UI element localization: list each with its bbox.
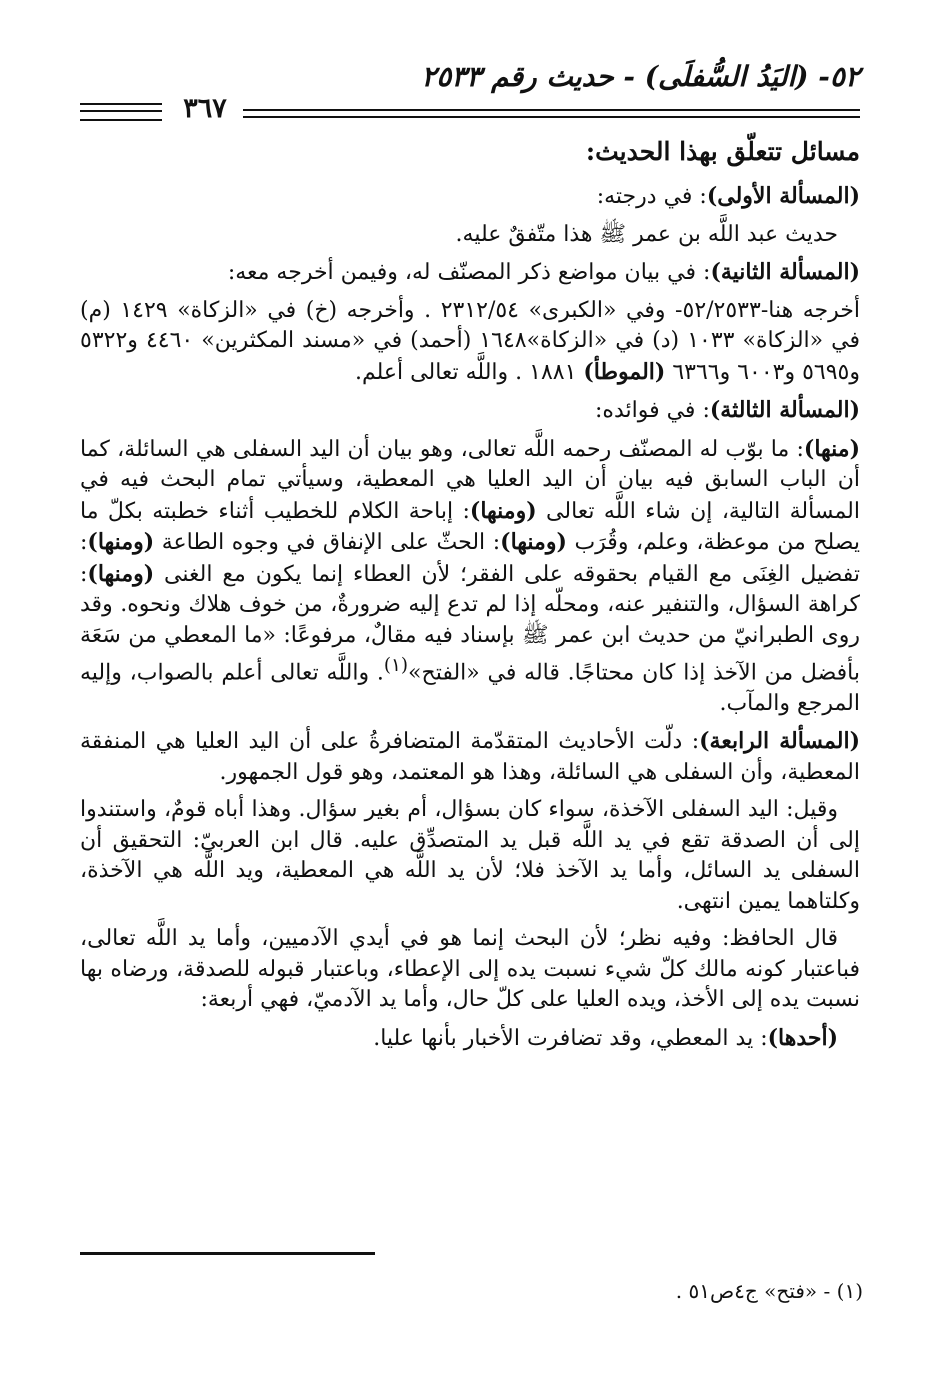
- fourth-issue-label: (المسألة الرابعة): [699, 728, 861, 755]
- paragraph-hafiz-comment: قال الحافظ: وفيه نظر؛ لأن البحث إنما هو في أيدي الآدميين، وأما يد اللَّه تعالى، فباعتبار كونه مالك كلّ شيء نسبت يده إلى الإعطاء، وباعتبار قبوله للصدقة، ورضاه بها نسبت يده إلى الأخذ، ويده العليا على كلّ حال، وأما يد الآدميّ، فهي أربعة:: [80, 926, 860, 1013]
- first-issue-text: : في درجته:: [596, 184, 707, 209]
- fourth-issue-text: : دلّت الأحاديث المتقدّمة المتضافرةُ على أن اليد العليا هي المنفقة المعطية، وأن السفلى هي السائلة، وهذا هو المعتمد، وهو قول الجمهور.: [80, 729, 860, 785]
- benefit-text: : تفضيل الغِنَى مع القيام بحقوقه على الفقر؛ لأن العطاء إنما يكون مع الغنى: [80, 530, 860, 587]
- second-issue-text: : في بيان مواضع ذكر المصنّف له، وفيمن أخرجه معه:: [227, 260, 711, 285]
- benefit-text: : إباحة الكلام للخطيب أثناء خطبته بكلّ ما يصلح من موعظة، وعلم، وقُرَب: [80, 498, 860, 555]
- paragraph-third-issue: [80, 395, 860, 427]
- footnote-reference[interactable]: (١): [383, 655, 409, 676]
- section-title: مسائل تتعلّق بهذا الحديث:: [585, 137, 860, 166]
- paragraph-first-kind: [80, 1023, 860, 1055]
- first-kind-text: : يد المعطي، وقد تضافرت الأخبار بأنها عليا.: [373, 1025, 768, 1051]
- takhrij-text-2: ١٨٨١ . واللَّه تعالى أعلم.: [355, 359, 584, 385]
- second-issue-label: (المسألة الثانية): [710, 259, 860, 285]
- header-rule-left: [80, 103, 162, 121]
- third-issue-text: : في فوائده:: [595, 398, 710, 423]
- benefit-label: (ومنها): [87, 529, 155, 555]
- main-text: [80, 135, 860, 1235]
- page-number: ٣٦٧: [183, 93, 227, 124]
- takhrij-muwatta-label: (الموطأ): [583, 358, 666, 385]
- benefit-label: (ومنها): [87, 560, 155, 587]
- benefit-label: (ومنها): [469, 497, 537, 524]
- footnote: (١) - «فتح» ج٤ص٥١ .: [675, 1279, 863, 1303]
- benefit-text: . واللَّه تعالى أعلم بالصواب، وإليه المرجع والمآب.: [80, 660, 860, 716]
- paragraph-second-issue: [80, 257, 860, 289]
- third-issue-label: (المسألة الثالثة): [709, 397, 860, 423]
- benefit-text: : ما بوّب له المصنّف رحمه اللَّه تعالى، وهو بيان أن اليد السفلى هي السائلة، كما أن الباب السابق فيه بيان أن اليد العليا هي المعطية، وسيأتي تمام البحث فيه في المسألة التالية، إن شاء اللَّه تعالى: [80, 436, 860, 524]
- first-kind-label: (أحدها): [767, 1024, 838, 1051]
- benefit-text: : الحثّ على الإنفاق في وجوه الطاعة: [154, 530, 501, 555]
- header-rule-right: [243, 109, 860, 111]
- benefit-label: (ومنها): [500, 529, 567, 555]
- benefit-text: : كراهة السؤال، والتنفير عنه، ومحلّه إذا لم تدع إليه ضرورةٌ، من خوف هلاك ونحوه. وقد روى الطبرانيّ من حديث ابن عمر ﷺ بإسناد فيه مقالٌ، مرفوعًا: «ما المعطي من سَعَة بأفضل من الآخذ إذا كان محتاجًا. قاله في «الفتح»: [80, 561, 860, 686]
- paragraph-takhrij: [80, 296, 860, 389]
- paragraph-other-opinion: وقيل: اليد السفلى الآخذة، سواء كان بسؤال، أم بغير سؤال. وهذا أباه قومٌ، واستندوا إلى أن الصدقة تقع في يد اللَّه قبل يد المتصدِّق عليه. قال ابن العربيّ: التحقيق أن السفلى يد السائل، وأما يد الآخذ فلا؛ لأن يد اللَّه هي المعطية، ويد اللَّه هي الآخذة، وكلتاهما يمين انتهى.: [80, 797, 860, 914]
- benefit-label: (منها): [803, 435, 860, 462]
- footnote-separator: [80, 1252, 375, 1255]
- page-header: [80, 60, 860, 130]
- paragraph-benefits: [80, 434, 860, 720]
- paragraph-first-issue: [80, 181, 860, 213]
- takhrij-text-1: أخرجه هنا-٥٢/٢٥٣٣- وفي «الكبرى» ٢٣١٢/٥٤ . وأخرجه (خ) في «الزكاة» ١٤٢٩ (م) في «الزكاة» ١٠٣٣ (د) في «الزكاة»١٦٤٨ (أحمد) في «مسند المكثرين» ٤٤٦٠ و٥٣٢٢ و٥٦٩٥ و٦٠٠٣ و٦٣٦٦: [80, 297, 861, 385]
- first-issue-label: (المسألة الأولى): [706, 183, 860, 209]
- paragraph-fourth-issue: [80, 726, 860, 788]
- paragraph-hadith-grade: حديث عبد اللَّه بن عمر ﷺ هذا متّفقٌ عليه.: [455, 221, 838, 247]
- running-title: ٥٢- (اليَدُ السُّفلَى) - حديث رقم ٢٥٣٣: [421, 60, 860, 93]
